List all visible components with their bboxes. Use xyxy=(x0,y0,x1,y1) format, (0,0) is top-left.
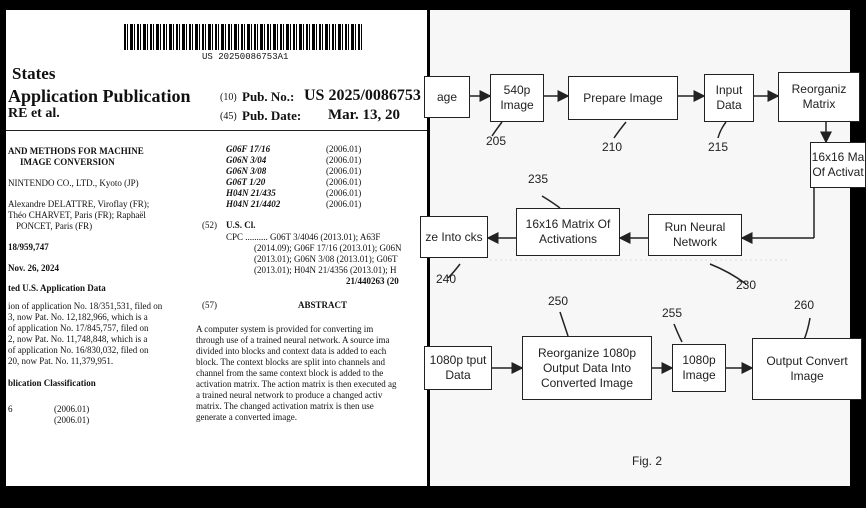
abstract-line-3: divided into blocks and context data is added to each xyxy=(196,346,387,356)
classification-heading: blication Classification xyxy=(8,378,96,388)
related-line-3: of application No. 17/845,757, filed on xyxy=(8,323,149,333)
related-data-heading: ted U.S. Application Data xyxy=(8,283,106,293)
abstract-line-1: A computer system is provided for converting im xyxy=(196,324,374,334)
ipc-year-5: (2006.01) xyxy=(326,188,362,198)
cpc-line-3: (2013.01); G06N 3/08 (2013.01); G06T xyxy=(254,254,398,264)
input-data-box: Input Data xyxy=(704,74,754,122)
inventors-line-3: PONCET, Paris (FR) xyxy=(16,221,93,231)
ref-250: 250 xyxy=(548,294,569,308)
reorganize-matrix-box: Reorganiz Matrix xyxy=(778,72,860,122)
applicant: NINTENDO CO., LTD., Kyoto (JP) xyxy=(8,178,139,188)
barcode-number: US 20250086753A1 xyxy=(202,52,289,62)
ipc-year-4: (2006.01) xyxy=(326,177,362,187)
country-heading: States xyxy=(12,64,56,83)
output-converted-image-box: Output Convert Image xyxy=(752,338,862,400)
barcode xyxy=(124,24,364,50)
abstract-line-8: matrix. The changed activation matrix is then use xyxy=(196,401,374,411)
abstract-heading: ABSTRACT xyxy=(298,300,348,310)
activation-matrix-right-box: 16x16 Ma Of Activat xyxy=(810,142,866,188)
invention-title-line-1: AND METHODS FOR MACHINE xyxy=(8,146,144,156)
application-number: 18/959,747 xyxy=(8,242,49,252)
related-line-1: ion of application No. 18/351,531, filed on xyxy=(8,301,163,311)
class-left-year-2: (2006.01) xyxy=(54,415,90,425)
ref-240: 240 xyxy=(436,272,457,286)
uscl-label: U.S. Cl. xyxy=(226,220,256,230)
abstract-code: (57) xyxy=(202,300,217,310)
uscl-code: (52) xyxy=(202,220,217,230)
540p-image-box: 540p Image xyxy=(490,74,544,122)
abstract-line-9: generate a converted image. xyxy=(196,412,297,422)
ipc-code-1: G06F 17/16 xyxy=(226,144,271,154)
pub-no-value: US 2025/0086753 xyxy=(304,87,421,104)
inventors-line-1: Alexandre DELATTRE, Viroflay (FR); xyxy=(8,199,150,209)
ref-235: 235 xyxy=(528,172,549,186)
reorganize-1080p-box: Reorganize 1080p Output Data Into Converted Image xyxy=(522,336,652,400)
invention-title-line-2: IMAGE CONVERSION xyxy=(20,157,115,167)
cpc-line-1: CPC .......... G06T 3/4046 (2013.01); A63F xyxy=(226,232,381,242)
run-neural-network-box: Run Neural Network xyxy=(648,214,742,256)
cpc-line-2: (2014.09); G06F 17/16 (2013.01); G06N xyxy=(254,243,402,253)
pub-date-value: Mar. 13, 20 xyxy=(328,107,400,123)
pub-no-label: Pub. No.: xyxy=(242,89,295,104)
abstract-line-4: block. The context blocks are split into channels and xyxy=(196,357,386,367)
class-left-year-1: (2006.01) xyxy=(54,404,90,414)
screenshot-frame xyxy=(6,10,865,486)
pub-date-label: Pub. Date: xyxy=(242,108,302,123)
ipc-year-3: (2006.01) xyxy=(326,166,362,176)
ipc-code-6: H04N 21/4402 xyxy=(226,199,281,209)
1080p-output-data-box: 1080p tput Data xyxy=(424,346,492,390)
ref-260: 260 xyxy=(794,298,815,312)
header-rule xyxy=(6,130,427,131)
abstract-line-7: a trained neural network to produce a changed activ xyxy=(196,390,383,400)
related-line-2: 3, now Pat. No. 12,182,966, which is a xyxy=(8,312,148,322)
related-line-6: 20, now Pat. No. 11,379,951. xyxy=(8,356,114,366)
pub-date-code: (45) xyxy=(220,111,237,122)
flow-diagram xyxy=(425,10,865,486)
ref-210: 210 xyxy=(602,140,623,154)
cpc-line-4: (2013.01); H04N 21/4356 (2013.01); H xyxy=(254,265,397,275)
activation-matrix-box: 16x16 Matrix Of Activations xyxy=(516,208,620,256)
prepare-image-box: Prepare Image xyxy=(568,76,678,120)
publication-title: Application Publication xyxy=(8,86,191,106)
ipc-year-1: (2006.01) xyxy=(326,144,362,154)
class-left-code: 6 xyxy=(8,404,13,414)
ipc-code-5: H04N 21/435 xyxy=(226,188,276,198)
cpc-line-5: 21/440263 (20 xyxy=(346,276,399,286)
ref-215: 215 xyxy=(708,140,729,154)
ipc-year-2: (2006.01) xyxy=(326,155,362,165)
ipc-code-2: G06N 3/04 xyxy=(226,155,267,165)
patent-front-page xyxy=(6,10,427,486)
ipc-code-3: G06N 3/08 xyxy=(226,166,267,176)
ref-205: 205 xyxy=(486,134,507,148)
abstract-line-5: channel from the same context block is added to the xyxy=(196,368,384,378)
filed-date: Nov. 26, 2024 xyxy=(8,263,60,273)
source-image-box: age xyxy=(424,76,470,118)
related-line-5: of application No. 16/830,032, filed on xyxy=(8,345,149,355)
abstract-line-2: through use of a trained neural network. A source ima xyxy=(196,335,390,345)
1080p-image-box: 1080p Image xyxy=(672,344,726,392)
pub-no-code: (10) xyxy=(220,92,237,103)
inventor-short: RE et al. xyxy=(8,106,60,121)
organize-into-blocks-box: ze Into cks xyxy=(420,216,488,258)
ipc-year-6: (2006.01) xyxy=(326,199,362,209)
inventors-line-2: Théo CHARVET, Paris (FR); Raphaël xyxy=(8,210,146,220)
related-line-4: 2, now Pat. No. 11,748,848, which is a xyxy=(8,334,148,344)
figure-label: Fig. 2 xyxy=(632,454,663,468)
ref-255: 255 xyxy=(662,306,683,320)
ipc-code-4: G06T 1/20 xyxy=(226,177,266,187)
abstract-line-6: activation matrix. The action matrix is then executed ag xyxy=(196,379,397,389)
ref-230: 230 xyxy=(736,278,757,292)
